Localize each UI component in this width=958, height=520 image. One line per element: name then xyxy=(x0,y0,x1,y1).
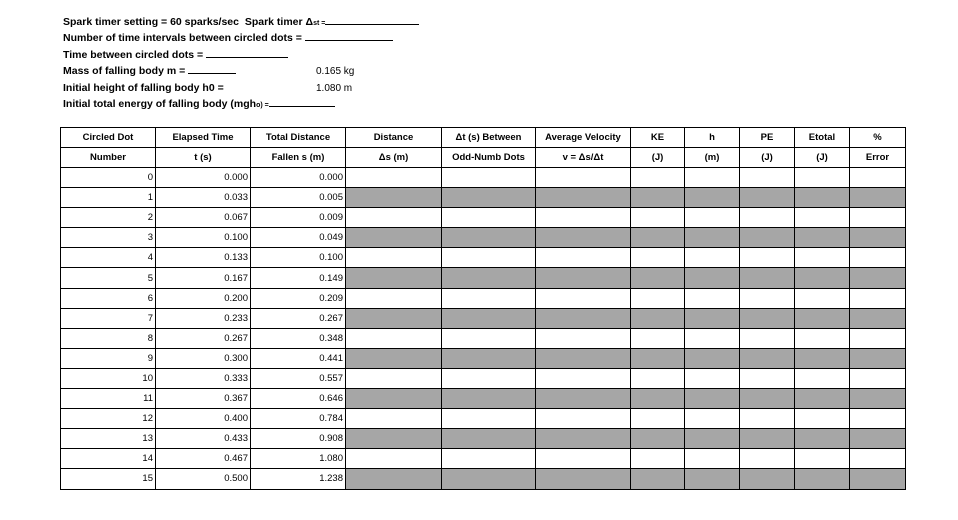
avg-velocity-cell[interactable] xyxy=(536,328,631,348)
distance-cell[interactable] xyxy=(346,328,442,348)
pe-cell[interactable] xyxy=(740,469,795,489)
percent-error-cell[interactable] xyxy=(850,168,906,188)
percent-error-cell[interactable] xyxy=(850,188,906,208)
pe-cell[interactable] xyxy=(740,268,795,288)
etotal-cell[interactable] xyxy=(795,389,850,409)
percent-error-cell[interactable] xyxy=(850,328,906,348)
avg-velocity-cell[interactable] xyxy=(536,348,631,368)
total-distance-cell: 0.209 xyxy=(251,288,346,308)
delta-t-cell[interactable] xyxy=(442,409,536,429)
avg-velocity-cell[interactable] xyxy=(536,168,631,188)
percent-error-cell[interactable] xyxy=(850,429,906,449)
worksheet-header xyxy=(63,14,419,112)
etotal-cell[interactable] xyxy=(795,469,850,489)
ke-cell[interactable] xyxy=(631,248,685,268)
percent-error-cell[interactable] xyxy=(850,248,906,268)
total-distance-cell: 0.049 xyxy=(251,228,346,248)
dot-number-cell: 14 xyxy=(61,449,156,469)
height-value: 1.080 m xyxy=(316,82,353,94)
distance-cell[interactable] xyxy=(346,389,442,409)
elapsed-time-cell: 0.200 xyxy=(156,288,251,308)
distance-cell[interactable] xyxy=(346,409,442,429)
percent-error-cell[interactable] xyxy=(850,268,906,288)
percent-error-cell[interactable] xyxy=(850,449,906,469)
distance-cell[interactable] xyxy=(346,248,442,268)
etotal-cell[interactable] xyxy=(795,429,850,449)
col-header: Average Velocity xyxy=(536,128,631,148)
col-header-unit: Δs (m) xyxy=(346,148,442,168)
delta-t-cell[interactable] xyxy=(442,389,536,409)
table-row xyxy=(61,188,906,208)
elapsed-time-cell: 0.400 xyxy=(156,409,251,429)
distance-cell[interactable] xyxy=(346,208,442,228)
header-row-2 xyxy=(61,148,906,168)
ke-cell[interactable] xyxy=(631,168,685,188)
table-row xyxy=(61,368,906,388)
avg-velocity-cell[interactable] xyxy=(536,308,631,328)
spark-timer-setting-label: Spark timer setting = 60 sparks/sec xyxy=(63,16,239,28)
pe-cell[interactable] xyxy=(740,248,795,268)
h-cell[interactable] xyxy=(685,288,740,308)
h-cell[interactable] xyxy=(685,268,740,288)
total-distance-cell: 0.908 xyxy=(251,429,346,449)
total-distance-cell: 0.348 xyxy=(251,328,346,348)
percent-error-cell[interactable] xyxy=(850,368,906,388)
avg-velocity-cell[interactable] xyxy=(536,389,631,409)
h-cell[interactable] xyxy=(685,248,740,268)
pe-cell[interactable] xyxy=(740,409,795,429)
total-distance-cell: 0.149 xyxy=(251,268,346,288)
total-distance-cell: 0.646 xyxy=(251,389,346,409)
delta-t-cell[interactable] xyxy=(442,288,536,308)
table-row xyxy=(61,389,906,409)
h-cell[interactable] xyxy=(685,449,740,469)
height-label: Initial height of falling body h0 = xyxy=(63,81,224,94)
distance-cell[interactable] xyxy=(346,368,442,388)
elapsed-time-cell: 0.267 xyxy=(156,328,251,348)
total-distance-cell: 1.238 xyxy=(251,469,346,489)
etotal-cell[interactable] xyxy=(795,208,850,228)
table-row xyxy=(61,449,906,469)
pe-cell[interactable] xyxy=(740,308,795,328)
h-cell[interactable] xyxy=(685,328,740,348)
distance-cell[interactable] xyxy=(346,228,442,248)
dot-number-cell: 6 xyxy=(61,288,156,308)
col-header: KE xyxy=(631,128,685,148)
h-cell[interactable] xyxy=(685,409,740,429)
h-cell[interactable] xyxy=(685,389,740,409)
dot-number-cell: 15 xyxy=(61,469,156,489)
table-row xyxy=(61,248,906,268)
col-header: Elapsed Time xyxy=(156,128,251,148)
distance-cell[interactable] xyxy=(346,429,442,449)
pe-cell[interactable] xyxy=(740,389,795,409)
h-cell[interactable] xyxy=(685,188,740,208)
dot-number-cell: 1 xyxy=(61,188,156,208)
col-header: Circled Dot xyxy=(61,128,156,148)
energy-line xyxy=(63,96,419,112)
col-header-unit: Odd-Numb Dots xyxy=(442,148,536,168)
avg-velocity-cell[interactable] xyxy=(536,208,631,228)
etotal-cell[interactable] xyxy=(795,288,850,308)
col-header: h xyxy=(685,128,740,148)
distance-cell[interactable] xyxy=(346,469,442,489)
mass-line xyxy=(63,63,419,79)
spark-timer-interval-label: Spark timer Δ xyxy=(244,16,314,28)
h-cell[interactable] xyxy=(685,208,740,228)
dot-number-cell: 12 xyxy=(61,409,156,429)
elapsed-time-cell: 0.167 xyxy=(156,268,251,288)
ke-cell[interactable] xyxy=(631,469,685,489)
percent-error-cell[interactable] xyxy=(850,469,906,489)
etotal-cell[interactable] xyxy=(795,228,850,248)
ke-cell[interactable] xyxy=(631,188,685,208)
table-row xyxy=(61,348,906,368)
energy-label: Initial total energy of falling body (mgh xyxy=(63,97,257,110)
ke-cell[interactable] xyxy=(631,449,685,469)
delta-t-cell[interactable] xyxy=(442,248,536,268)
etotal-cell[interactable] xyxy=(795,368,850,388)
dot-number-cell: 2 xyxy=(61,208,156,228)
delta-t-cell[interactable] xyxy=(442,469,536,489)
dot-number-cell: 7 xyxy=(61,308,156,328)
ke-cell[interactable] xyxy=(631,268,685,288)
col-header: PE xyxy=(740,128,795,148)
etotal-cell[interactable] xyxy=(795,449,850,469)
percent-error-cell[interactable] xyxy=(850,308,906,328)
ke-cell[interactable] xyxy=(631,308,685,328)
elapsed-time-cell: 0.033 xyxy=(156,188,251,208)
h-cell[interactable] xyxy=(685,168,740,188)
avg-velocity-cell[interactable] xyxy=(536,409,631,429)
distance-cell[interactable] xyxy=(346,449,442,469)
intervals-line xyxy=(63,30,419,46)
distance-cell[interactable] xyxy=(346,268,442,288)
col-header-unit: Fallen s (m) xyxy=(251,148,346,168)
percent-error-cell[interactable] xyxy=(850,348,906,368)
elapsed-time-cell: 0.367 xyxy=(156,389,251,409)
elapsed-time-cell: 0.433 xyxy=(156,429,251,449)
col-header: Etotal xyxy=(795,128,850,148)
distance-cell[interactable] xyxy=(346,188,442,208)
h-cell[interactable] xyxy=(685,469,740,489)
energy-equals: ) = xyxy=(260,101,269,109)
ke-cell[interactable] xyxy=(631,208,685,228)
distance-cell[interactable] xyxy=(346,308,442,328)
delta-t-cell[interactable] xyxy=(442,328,536,348)
table-row xyxy=(61,328,906,348)
dot-number-cell: 9 xyxy=(61,348,156,368)
mass-value: 0.165 kg xyxy=(316,66,355,78)
table-row xyxy=(61,288,906,308)
col-header: Distance xyxy=(346,128,442,148)
intervals-label: Number of time intervals between circled dots = xyxy=(63,32,302,45)
table-row xyxy=(61,469,906,489)
distance-cell[interactable] xyxy=(346,348,442,368)
mass-label: Mass of falling body m = xyxy=(63,65,186,78)
elapsed-time-cell: 0.067 xyxy=(156,208,251,228)
table-row xyxy=(61,168,906,188)
intervals-blank[interactable] xyxy=(305,30,393,41)
elapsed-time-cell: 0.000 xyxy=(156,168,251,188)
delta-t-cell[interactable] xyxy=(442,268,536,288)
energy-blank[interactable] xyxy=(269,96,335,107)
delta-t-cell[interactable] xyxy=(442,208,536,228)
avg-velocity-cell[interactable] xyxy=(536,288,631,308)
delta-t-cell[interactable] xyxy=(442,429,536,449)
etotal-cell[interactable] xyxy=(795,188,850,208)
avg-velocity-cell[interactable] xyxy=(536,368,631,388)
pe-cell[interactable] xyxy=(740,188,795,208)
header-row-1 xyxy=(61,128,906,148)
height-line xyxy=(63,80,419,96)
delta-t-cell[interactable] xyxy=(442,228,536,248)
dot-number-cell: 10 xyxy=(61,368,156,388)
etotal-cell[interactable] xyxy=(795,248,850,268)
etotal-cell[interactable] xyxy=(795,168,850,188)
percent-error-cell[interactable] xyxy=(850,389,906,409)
dot-number-cell: 8 xyxy=(61,328,156,348)
avg-velocity-cell[interactable] xyxy=(536,469,631,489)
col-header-unit: (J) xyxy=(631,148,685,168)
col-header: Δt (s) Between xyxy=(442,128,536,148)
pe-cell[interactable] xyxy=(740,429,795,449)
spark-timer-equals: = xyxy=(319,20,326,27)
dot-number-cell: 11 xyxy=(61,389,156,409)
elapsed-time-cell: 0.133 xyxy=(156,248,251,268)
pe-cell[interactable] xyxy=(740,348,795,368)
col-header-unit: Number xyxy=(61,148,156,168)
dot-number-cell: 5 xyxy=(61,268,156,288)
ke-cell[interactable] xyxy=(631,288,685,308)
avg-velocity-cell[interactable] xyxy=(536,188,631,208)
delta-t-cell[interactable] xyxy=(442,368,536,388)
pe-cell[interactable] xyxy=(740,368,795,388)
ke-cell[interactable] xyxy=(631,409,685,429)
col-header: % xyxy=(850,128,906,148)
col-header-unit: (J) xyxy=(795,148,850,168)
dot-number-cell: 13 xyxy=(61,429,156,449)
delta-t-cell[interactable] xyxy=(442,348,536,368)
percent-error-cell[interactable] xyxy=(850,208,906,228)
col-header-unit: (J) xyxy=(740,148,795,168)
elapsed-time-cell: 0.100 xyxy=(156,228,251,248)
delta-t-cell[interactable] xyxy=(442,449,536,469)
elapsed-time-cell: 0.300 xyxy=(156,348,251,368)
elapsed-time-cell: 0.333 xyxy=(156,368,251,388)
pe-cell[interactable] xyxy=(740,208,795,228)
time-between-label: Time between circled dots = xyxy=(63,48,204,61)
data-table xyxy=(60,127,906,490)
total-distance-cell: 0.557 xyxy=(251,368,346,388)
col-header-unit: Error xyxy=(850,148,906,168)
col-header-unit: t (s) xyxy=(156,148,251,168)
h-cell[interactable] xyxy=(685,228,740,248)
time-between-blank[interactable] xyxy=(206,47,288,58)
table-row xyxy=(61,268,906,288)
table-row xyxy=(61,308,906,328)
etotal-cell[interactable] xyxy=(795,268,850,288)
avg-velocity-cell[interactable] xyxy=(536,449,631,469)
h-cell[interactable] xyxy=(685,429,740,449)
table-row xyxy=(61,429,906,449)
h-cell[interactable] xyxy=(685,368,740,388)
dot-number-cell: 0 xyxy=(61,168,156,188)
ke-cell[interactable] xyxy=(631,228,685,248)
etotal-cell[interactable] xyxy=(795,409,850,429)
total-distance-cell: 0.100 xyxy=(251,248,346,268)
etotal-cell[interactable] xyxy=(795,308,850,328)
delta-t-cell[interactable] xyxy=(442,188,536,208)
spark-timer-line xyxy=(63,14,419,30)
pe-cell[interactable] xyxy=(740,449,795,469)
distance-cell[interactable] xyxy=(346,168,442,188)
table-row xyxy=(61,208,906,228)
total-distance-cell: 0.784 xyxy=(251,409,346,429)
total-distance-cell: 0.005 xyxy=(251,188,346,208)
total-distance-cell: 0.441 xyxy=(251,348,346,368)
pe-cell[interactable] xyxy=(740,288,795,308)
elapsed-time-cell: 0.233 xyxy=(156,308,251,328)
dot-number-cell: 4 xyxy=(61,248,156,268)
total-distance-cell: 0.009 xyxy=(251,208,346,228)
h-cell[interactable] xyxy=(685,308,740,328)
pe-cell[interactable] xyxy=(740,228,795,248)
pe-cell[interactable] xyxy=(740,328,795,348)
table-row xyxy=(61,409,906,429)
percent-error-cell[interactable] xyxy=(850,409,906,429)
percent-error-cell[interactable] xyxy=(850,228,906,248)
ke-cell[interactable] xyxy=(631,429,685,449)
distance-cell[interactable] xyxy=(346,288,442,308)
spark-timer-blank[interactable] xyxy=(325,14,419,25)
ke-cell[interactable] xyxy=(631,389,685,409)
col-header-unit: v = Δs/Δt xyxy=(536,148,631,168)
elapsed-time-cell: 0.500 xyxy=(156,469,251,489)
avg-velocity-cell[interactable] xyxy=(536,228,631,248)
total-distance-cell: 0.267 xyxy=(251,308,346,328)
delta-t-cell[interactable] xyxy=(442,168,536,188)
time-between-line xyxy=(63,47,419,63)
elapsed-time-cell: 0.467 xyxy=(156,449,251,469)
col-header: Total Distance xyxy=(251,128,346,148)
ke-cell[interactable] xyxy=(631,328,685,348)
avg-velocity-cell[interactable] xyxy=(536,429,631,449)
avg-velocity-cell[interactable] xyxy=(536,248,631,268)
table-row xyxy=(61,228,906,248)
h-cell[interactable] xyxy=(685,348,740,368)
percent-error-cell[interactable] xyxy=(850,288,906,308)
etotal-cell[interactable] xyxy=(795,348,850,368)
avg-velocity-cell[interactable] xyxy=(536,268,631,288)
dot-number-cell: 3 xyxy=(61,228,156,248)
col-header-unit: (m) xyxy=(685,148,740,168)
energy-subscript: o xyxy=(256,101,261,109)
ke-cell[interactable] xyxy=(631,348,685,368)
spark-timer-subscript: st xyxy=(313,20,320,27)
delta-t-cell[interactable] xyxy=(442,308,536,328)
mass-blank[interactable] xyxy=(188,63,236,74)
etotal-cell[interactable] xyxy=(795,328,850,348)
total-distance-cell: 0.000 xyxy=(251,168,346,188)
total-distance-cell: 1.080 xyxy=(251,449,346,469)
ke-cell[interactable] xyxy=(631,368,685,388)
pe-cell[interactable] xyxy=(740,168,795,188)
